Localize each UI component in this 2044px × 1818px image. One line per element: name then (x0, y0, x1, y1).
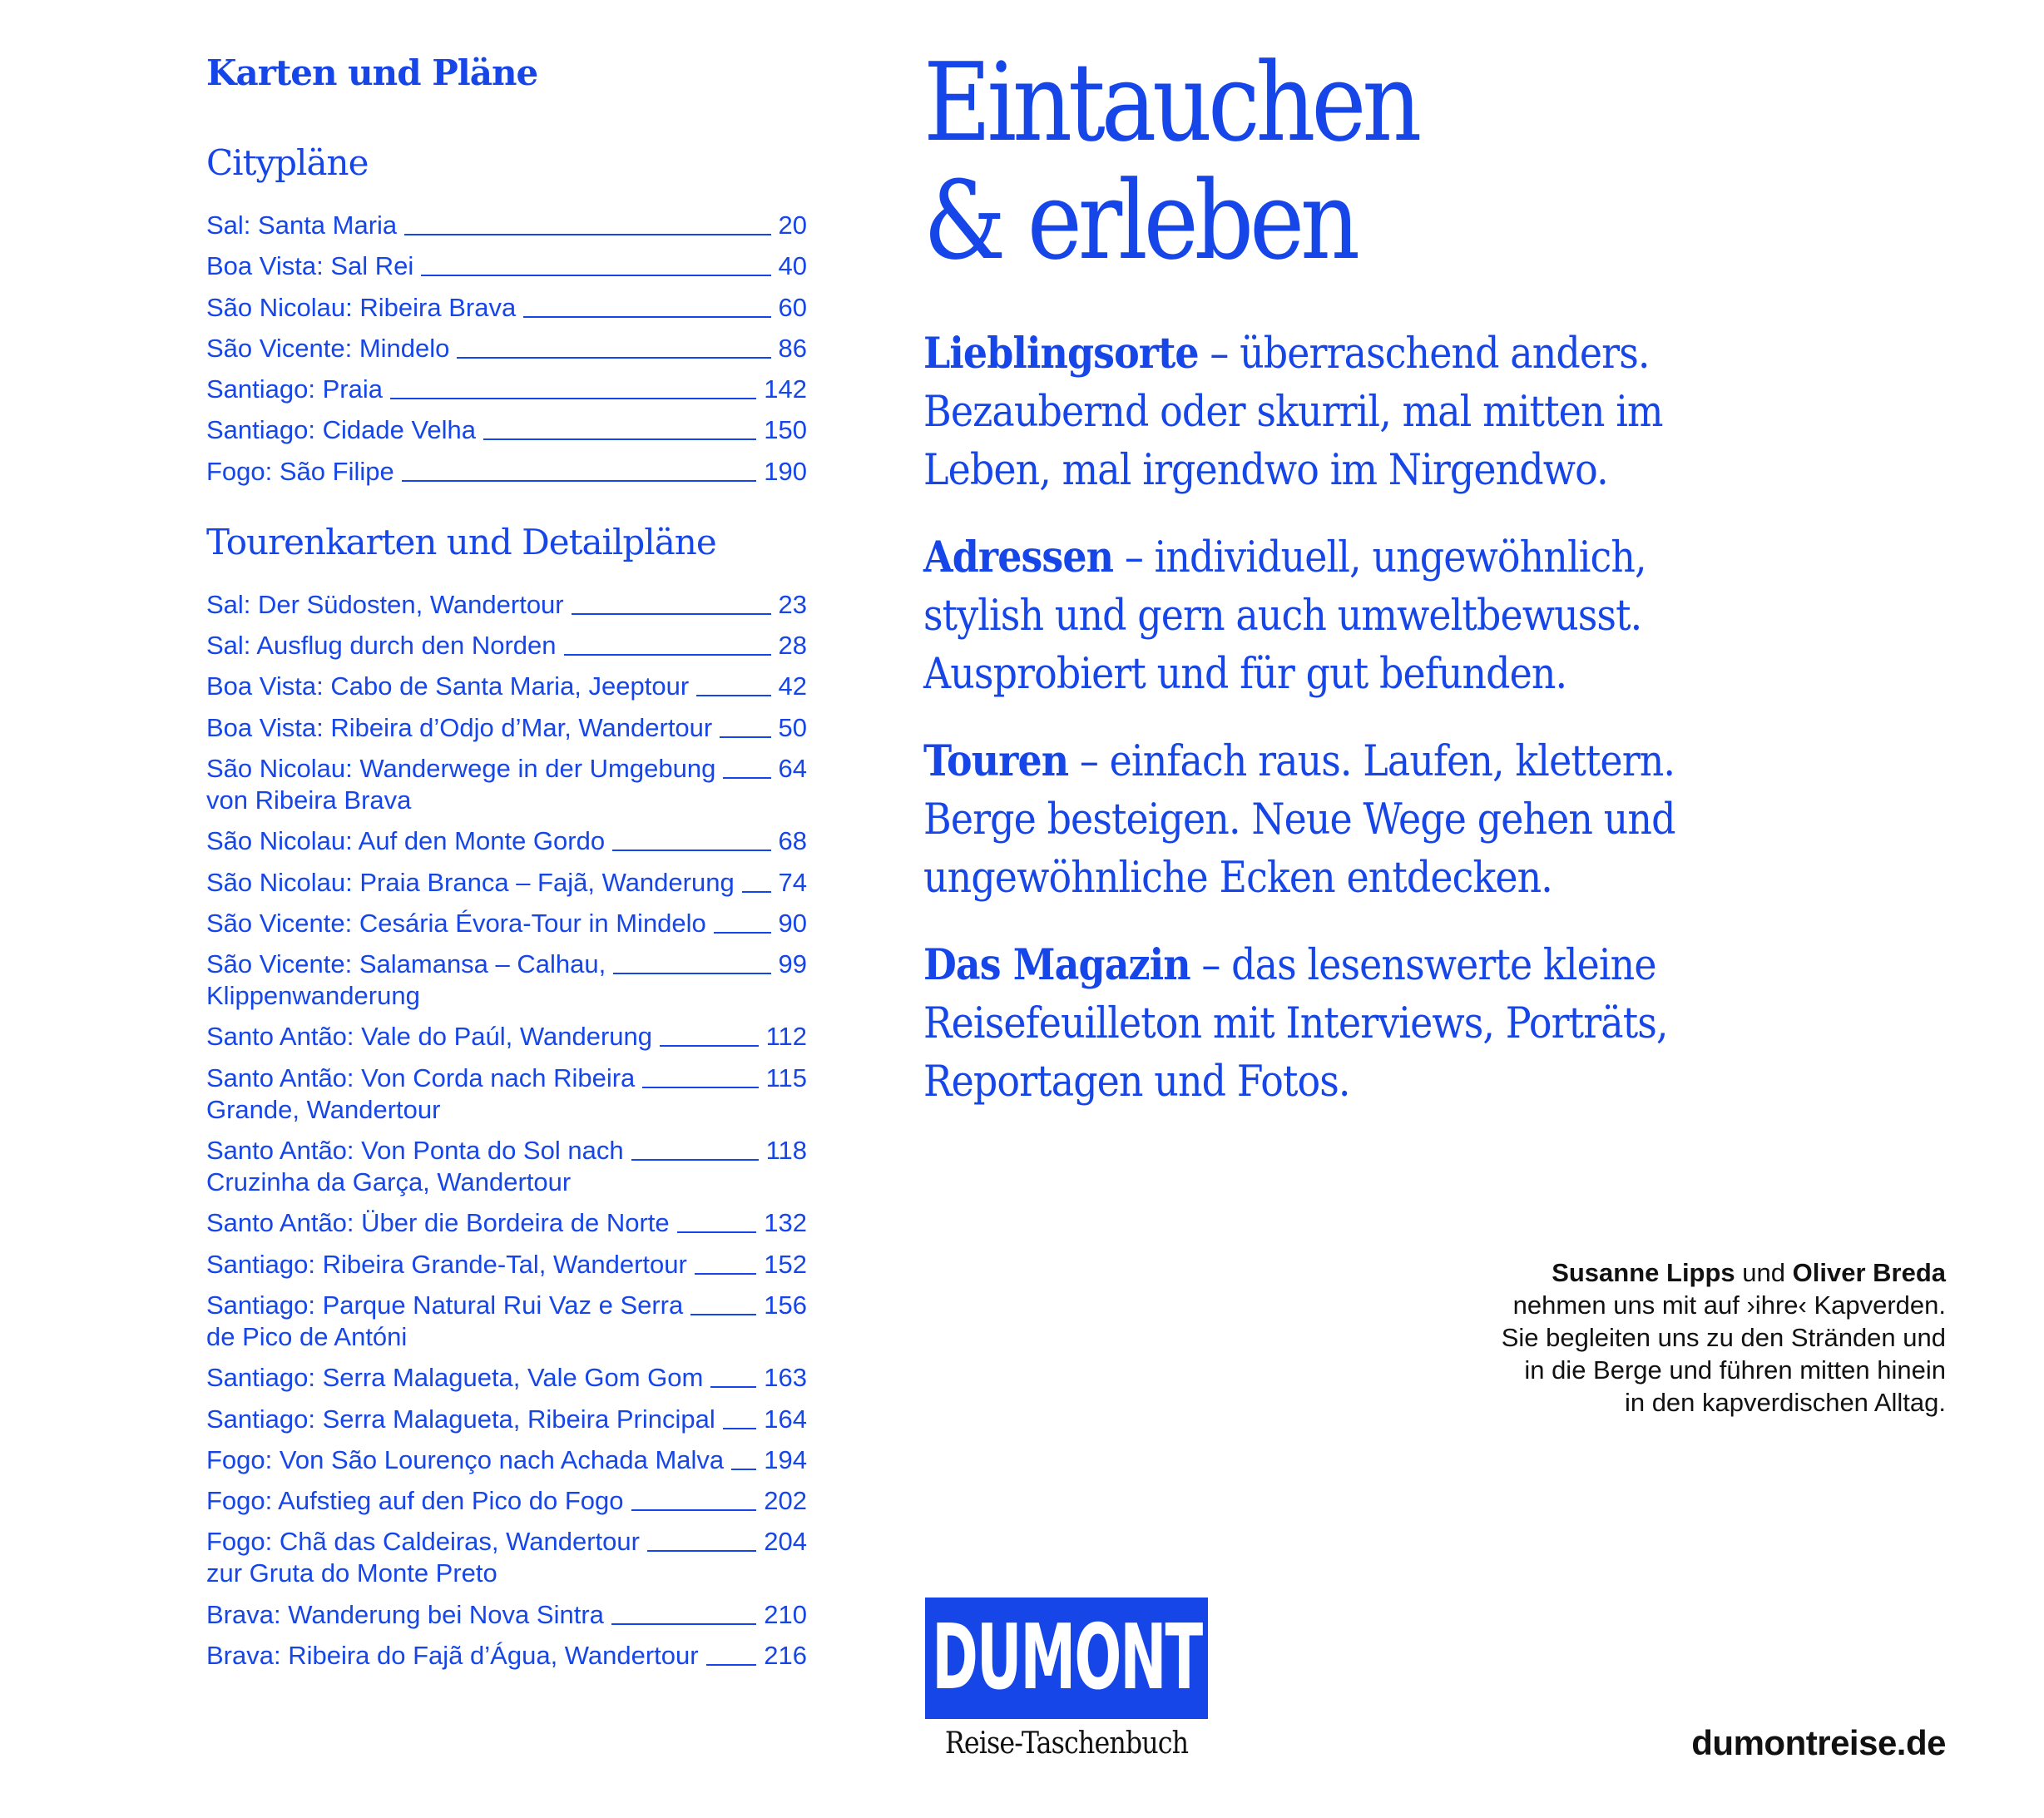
author-name: Susanne Lipps (1552, 1258, 1735, 1287)
toc-entry-title: Sal: Santa Maria (206, 211, 398, 240)
toc-entry (206, 1404, 807, 1435)
tour-maps-list (206, 589, 807, 1672)
dumont-logo (925, 1598, 1208, 1719)
feature-lieblingsorte (923, 324, 2002, 500)
toc-leader-line (695, 1273, 756, 1275)
toc-entry-title: São Nicolau: Auf den Monte Gordo (206, 826, 606, 856)
feature-text: Berge besteigen. Neue Wege gehen und (923, 795, 1675, 845)
author-text: Sie begleiten uns zu den Stränden und (1501, 1323, 1946, 1352)
headline-line-2: & erleben (923, 157, 1356, 284)
toc-entry (206, 210, 807, 241)
author-connector: und (1735, 1258, 1793, 1287)
toc-leader-line (404, 234, 770, 235)
toc-entry (206, 712, 807, 744)
toc-entry-title: Boa Vista: Sal Rei (206, 251, 414, 281)
toc-entry (206, 414, 807, 446)
toc-leader-line (710, 1386, 756, 1388)
toc-leader-line (402, 480, 757, 482)
feature-adressen (923, 528, 2002, 704)
feature-text: Reisefeuilleton mit Interviews, Porträts, (923, 999, 1668, 1048)
toc-leader-line (564, 654, 771, 656)
toc-leader-line (642, 1087, 758, 1088)
toc-entry-title: São Vicente: Cesária Évora-Tour in Mindelo (206, 908, 706, 938)
toc-entry (206, 250, 807, 282)
toc-leader-line (390, 398, 756, 399)
toc-leader-line (612, 850, 770, 851)
toc-leader-line (690, 1314, 756, 1315)
toc-entry (206, 1249, 807, 1281)
toc-entry-title: São Vicente: Mindelo (206, 333, 450, 363)
toc-page-number: 152 (764, 1249, 807, 1279)
toc-page-number: 42 (778, 671, 807, 701)
toc-page-number: 142 (764, 374, 807, 404)
toc-leader-line (677, 1231, 757, 1233)
toc-page-number: 132 (764, 1208, 807, 1238)
toc-entry-title: Fogo: Von São Lourenço nach Achada Malva (206, 1444, 725, 1474)
toc-leader-line (696, 695, 770, 696)
feature-keyword: Lieblingsorte (923, 329, 1199, 379)
toc-leader-line (723, 1428, 757, 1429)
toc-entry-title: Boa Vista: Cabo de Santa Maria, Jeeptour (206, 671, 690, 701)
toc-leader-line (572, 613, 771, 615)
feature-text: Leben, mal irgendwo im Nirgendwo. (923, 446, 1608, 495)
toc-page-number: 210 (764, 1599, 807, 1629)
feature-text: Reportagen und Fotos. (923, 1058, 1350, 1107)
toc-entry (206, 908, 807, 939)
feature-text: stylish und gern auch umweltbewusst. (923, 592, 1642, 641)
toc-leader-line (421, 275, 770, 276)
toc-entry (206, 671, 807, 702)
toc-page-number: 156 (764, 1290, 807, 1320)
toc-entry (206, 1021, 807, 1053)
toc-leader-line (714, 932, 771, 934)
headline (923, 39, 1418, 284)
toc-entry-title: Fogo: Aufstieg auf den Pico do Fogo (206, 1486, 624, 1516)
tour-maps-heading: Tourenkarten und Detailpläne (206, 521, 716, 562)
toc-entry-title: Sal: Der Südosten, Wandertour (206, 589, 564, 619)
toc-leader-line (631, 1159, 759, 1161)
toc-entry-title: Santo Antão: Vale do Paúl, Wanderung (206, 1022, 652, 1052)
headline-line-1: Eintauchen (923, 39, 1418, 166)
toc-page-number: 164 (764, 1404, 807, 1434)
toc-page-number: 216 (764, 1641, 807, 1671)
toc-entry-title: Santo Antão: Über die Bordeira de Norte (206, 1208, 670, 1238)
toc-entry-title: São Nicolau: Ribeira Brava (206, 292, 517, 322)
feature-magazin (923, 936, 2002, 1112)
toc-page-number: 40 (778, 251, 807, 281)
feature-keyword: Touren (923, 736, 1069, 786)
toc-entry (206, 1135, 807, 1198)
feature-text: – einfach raus. Laufen, klettern. (1068, 737, 1675, 786)
series-name: Reise-Taschenbuch (944, 1726, 1189, 1761)
feature-keyword: Adressen (923, 533, 1114, 582)
feature-list (923, 324, 2005, 1140)
toc-entry (206, 456, 807, 488)
toc-page-number: 194 (764, 1444, 807, 1474)
toc-entry (206, 589, 807, 621)
toc-page-number: 99 (778, 949, 807, 979)
feature-text: – individuell, ungewöhnlich, (1113, 533, 1646, 582)
toc-entry (206, 1362, 807, 1394)
toc-entry-title: Santiago: Serra Malagueta, Ribeira Principal (206, 1404, 715, 1434)
toc-page-number: 86 (778, 333, 807, 363)
toc-entry-title: Santiago: Praia (206, 374, 383, 404)
author-text: nehmen uns mit auf ›ihre‹ Kapverden. (1512, 1290, 1946, 1320)
toc-entry-title: Santo Antão: Von Ponta do Sol nach Cruzinha da Garça, Wandertour (206, 1136, 624, 1197)
toc-entry (206, 333, 807, 364)
toc-entry-title: Santiago: Ribeira Grande-Tal, Wandertour (206, 1249, 687, 1279)
toc-entry-title: Boa Vista: Ribeira d’Odjo d’Mar, Wandertour (206, 712, 713, 742)
toc-entry-title: Fogo: Chã das Caldeiras, Wandertour zur Gruta do Monte Preto (206, 1527, 640, 1588)
toc-entry-title: São Nicolau: Praia Branca – Fajã, Wanderung (206, 867, 735, 897)
feature-text: Bezaubernd oder skurril, mal mitten im (923, 388, 1663, 437)
toc-entry (206, 292, 807, 324)
contents-heading: Karten und Pläne (206, 52, 538, 93)
toc-page-number: 202 (764, 1486, 807, 1516)
toc-page-number: 74 (778, 867, 807, 897)
toc-page-number: 68 (778, 826, 807, 856)
author-name: Oliver Breda (1792, 1258, 1946, 1287)
toc-entry (206, 1207, 807, 1239)
contents-column (206, 48, 807, 1681)
toc-page-number: 50 (778, 712, 807, 742)
toc-entry-title: Santo Antão: Von Corda nach Ribeira Grande, Wandertour (206, 1063, 636, 1124)
toc-entry (206, 825, 807, 857)
toc-page-number: 20 (778, 211, 807, 240)
toc-entry-title: São Vicente: Salamansa – Calhau, Klippenwanderung (206, 949, 606, 1011)
toc-entry (206, 1526, 807, 1589)
toc-entry (206, 1640, 807, 1672)
toc-entry (206, 867, 807, 899)
toc-entry (206, 630, 807, 661)
toc-page-number: 163 (764, 1363, 807, 1393)
toc-page-number: 118 (765, 1136, 807, 1166)
toc-leader-line (611, 1623, 756, 1625)
toc-leader-line (523, 316, 770, 318)
toc-entry (206, 1599, 807, 1631)
toc-leader-line (742, 891, 771, 893)
toc-entry-title: São Nicolau: Wanderwege in der Umgebung von Ribeira Brava (206, 753, 716, 815)
toc-leader-line (720, 736, 770, 738)
toc-leader-line (483, 438, 756, 440)
author-blurb (1314, 1256, 1946, 1419)
logo-wordmark: DUMONT (931, 1606, 1202, 1710)
toc-page-number: 28 (778, 631, 807, 661)
toc-page-number: 204 (764, 1527, 807, 1557)
toc-entry (206, 1485, 807, 1517)
toc-entry (206, 949, 807, 1012)
toc-page-number: 64 (778, 753, 807, 783)
website-url: dumontreise.de (1691, 1723, 1946, 1762)
feature-text: Ausprobiert und für gut befunden. (923, 650, 1567, 699)
toc-entry-title: Fogo: São Filipe (206, 456, 394, 486)
toc-leader-line (647, 1550, 756, 1552)
toc-entry-title: Sal: Ausflug durch den Norden (206, 631, 557, 661)
toc-entry-title: Santiago: Serra Malagueta, Vale Gom Gom (206, 1363, 704, 1393)
city-maps-heading: Citypläne (206, 142, 369, 183)
toc-leader-line (660, 1045, 759, 1047)
toc-leader-line (631, 1509, 757, 1511)
toc-page-number: 115 (765, 1063, 807, 1092)
toc-entry (206, 1063, 807, 1126)
toc-page-number: 150 (764, 415, 807, 445)
toc-entry (206, 1444, 807, 1476)
toc-entry (206, 1290, 807, 1353)
toc-entry-title: Brava: Wanderung bei Nova Sintra (206, 1599, 604, 1629)
feature-text: – überraschend anders. (1198, 329, 1650, 379)
toc-page-number: 23 (778, 589, 807, 619)
toc-entry-title: Santiago: Parque Natural Rui Vaz e Serra de Pico de Antóni (206, 1290, 684, 1351)
city-maps-list (206, 210, 807, 488)
toc-leader-line (457, 357, 770, 359)
toc-leader-line (706, 1664, 757, 1666)
toc-page-number: 60 (778, 292, 807, 322)
toc-entry (206, 753, 807, 816)
author-text: in die Berge und führen mitten hinein (1524, 1355, 1946, 1385)
toc-page-number: 90 (778, 908, 807, 938)
feature-keyword: Das Magazin (923, 940, 1190, 990)
toc-page-number: 190 (764, 456, 807, 486)
toc-entry-title: Brava: Ribeira do Fajã d’Água, Wandertour (206, 1641, 699, 1671)
toc-leader-line (723, 777, 770, 779)
toc-page-number: 112 (765, 1022, 807, 1052)
toc-entry (206, 374, 807, 405)
feature-touren (923, 732, 2002, 908)
feature-text: ungewöhnliche Ecken entdecken. (923, 854, 1552, 903)
author-text: in den kapverdischen Alltag. (1624, 1388, 1946, 1417)
toc-entry-title: Santiago: Cidade Velha (206, 415, 477, 445)
feature-text: – das lesenswerte kleine (1190, 941, 1656, 990)
toc-leader-line (731, 1469, 756, 1470)
toc-leader-line (613, 973, 770, 974)
